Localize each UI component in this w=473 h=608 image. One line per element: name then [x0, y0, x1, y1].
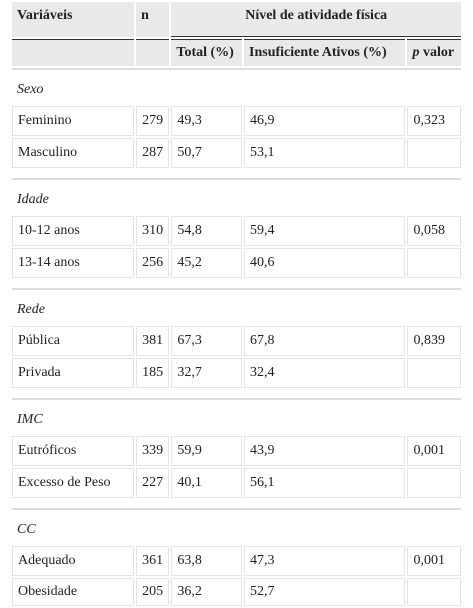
row-label: Masculino [12, 138, 134, 168]
row-p-value: 0,001 [407, 436, 461, 466]
table-row [12, 358, 461, 388]
section-header [12, 508, 461, 544]
table-row [12, 468, 461, 498]
row-n: 185 [136, 358, 169, 388]
row-total: 54,8 [171, 216, 242, 246]
section-title: IMC [12, 398, 461, 434]
row-p-value: 0,839 [407, 326, 461, 356]
row-n: 381 [136, 326, 169, 356]
row-p-value [407, 248, 461, 278]
table-row [12, 106, 461, 136]
row-total: 36,2 [171, 578, 242, 606]
section-title: Idade [12, 178, 461, 214]
row-p-value: 0,001 [407, 546, 461, 576]
header-row-2 [12, 39, 461, 66]
row-insufficient: 40,6 [244, 248, 405, 278]
row-insufficient: 56,1 [244, 468, 405, 498]
header-blank-1 [12, 39, 134, 66]
row-total: 32,7 [171, 358, 242, 388]
section-gap [12, 280, 461, 286]
row-p-value: 0,323 [407, 106, 461, 136]
row-label: 10-12 anos [12, 216, 134, 246]
table-row [12, 546, 461, 576]
section-gap [12, 500, 461, 506]
row-insufficient: 46,9 [244, 106, 405, 136]
row-n: 279 [136, 106, 169, 136]
gap-cell [12, 280, 461, 286]
row-total: 63,8 [171, 546, 242, 576]
row-insufficient: 32,4 [244, 358, 405, 388]
header-blank-2 [136, 39, 169, 66]
row-p-value [407, 358, 461, 388]
row-label: Pública [12, 326, 134, 356]
table-row [12, 138, 461, 168]
row-label: Obesidade [12, 578, 134, 606]
section-gap [12, 390, 461, 396]
table-row [12, 578, 461, 606]
header-p-rest: valor [419, 45, 455, 60]
row-label: Privada [12, 358, 134, 388]
row-n: 287 [136, 138, 169, 168]
section-header [12, 398, 461, 434]
header-activity-group: Nível de atividade física [171, 2, 461, 37]
gap-cell [12, 170, 461, 176]
row-insufficient: 59,4 [244, 216, 405, 246]
row-n: 227 [136, 468, 169, 498]
row-insufficient: 52,7 [244, 578, 405, 606]
row-label: Feminino [12, 106, 134, 136]
row-label: Adequado [12, 546, 134, 576]
row-total: 50,7 [171, 138, 242, 168]
header-total: Total (%) [171, 39, 242, 66]
section-header [12, 178, 461, 214]
table-row [12, 326, 461, 356]
row-n: 339 [136, 436, 169, 466]
row-p-value [407, 468, 461, 498]
header-row-1 [12, 2, 461, 37]
header-variables: Variáveis [17, 8, 73, 23]
gap-cell [12, 390, 461, 396]
table-row [12, 436, 461, 466]
row-n: 361 [136, 546, 169, 576]
row-p-value [407, 578, 461, 606]
row-insufficient: 53,1 [244, 138, 405, 168]
row-total: 45,2 [171, 248, 242, 278]
section-gap [12, 170, 461, 176]
row-p-value [407, 138, 461, 168]
header-p-value [407, 39, 461, 66]
row-total: 67,3 [171, 326, 242, 356]
table-body [12, 68, 461, 606]
physical-activity-table [10, 0, 463, 608]
header-insufficient: Insuficiente Ativos (%) [244, 39, 405, 66]
section-title: CC [12, 508, 461, 544]
section-header [12, 288, 461, 324]
table-row [12, 216, 461, 246]
section-title: Rede [12, 288, 461, 324]
row-total: 49,3 [171, 106, 242, 136]
header-n: n [141, 8, 149, 23]
row-total: 59,9 [171, 436, 242, 466]
header-p-italic: p [412, 45, 420, 60]
row-n: 205 [136, 578, 169, 606]
gap-cell [12, 500, 461, 506]
row-label: Eutróficos [12, 436, 134, 466]
row-p-value: 0,058 [407, 216, 461, 246]
row-label: Excesso de Peso [12, 468, 134, 498]
table-row [12, 248, 461, 278]
row-total: 40,1 [171, 468, 242, 498]
row-insufficient: 67,8 [244, 326, 405, 356]
row-n: 256 [136, 248, 169, 278]
row-label: 13-14 anos [12, 248, 134, 278]
row-insufficient: 47,3 [244, 546, 405, 576]
row-insufficient: 43,9 [244, 436, 405, 466]
row-n: 310 [136, 216, 169, 246]
section-header [12, 68, 461, 104]
section-title: Sexo [12, 68, 461, 104]
